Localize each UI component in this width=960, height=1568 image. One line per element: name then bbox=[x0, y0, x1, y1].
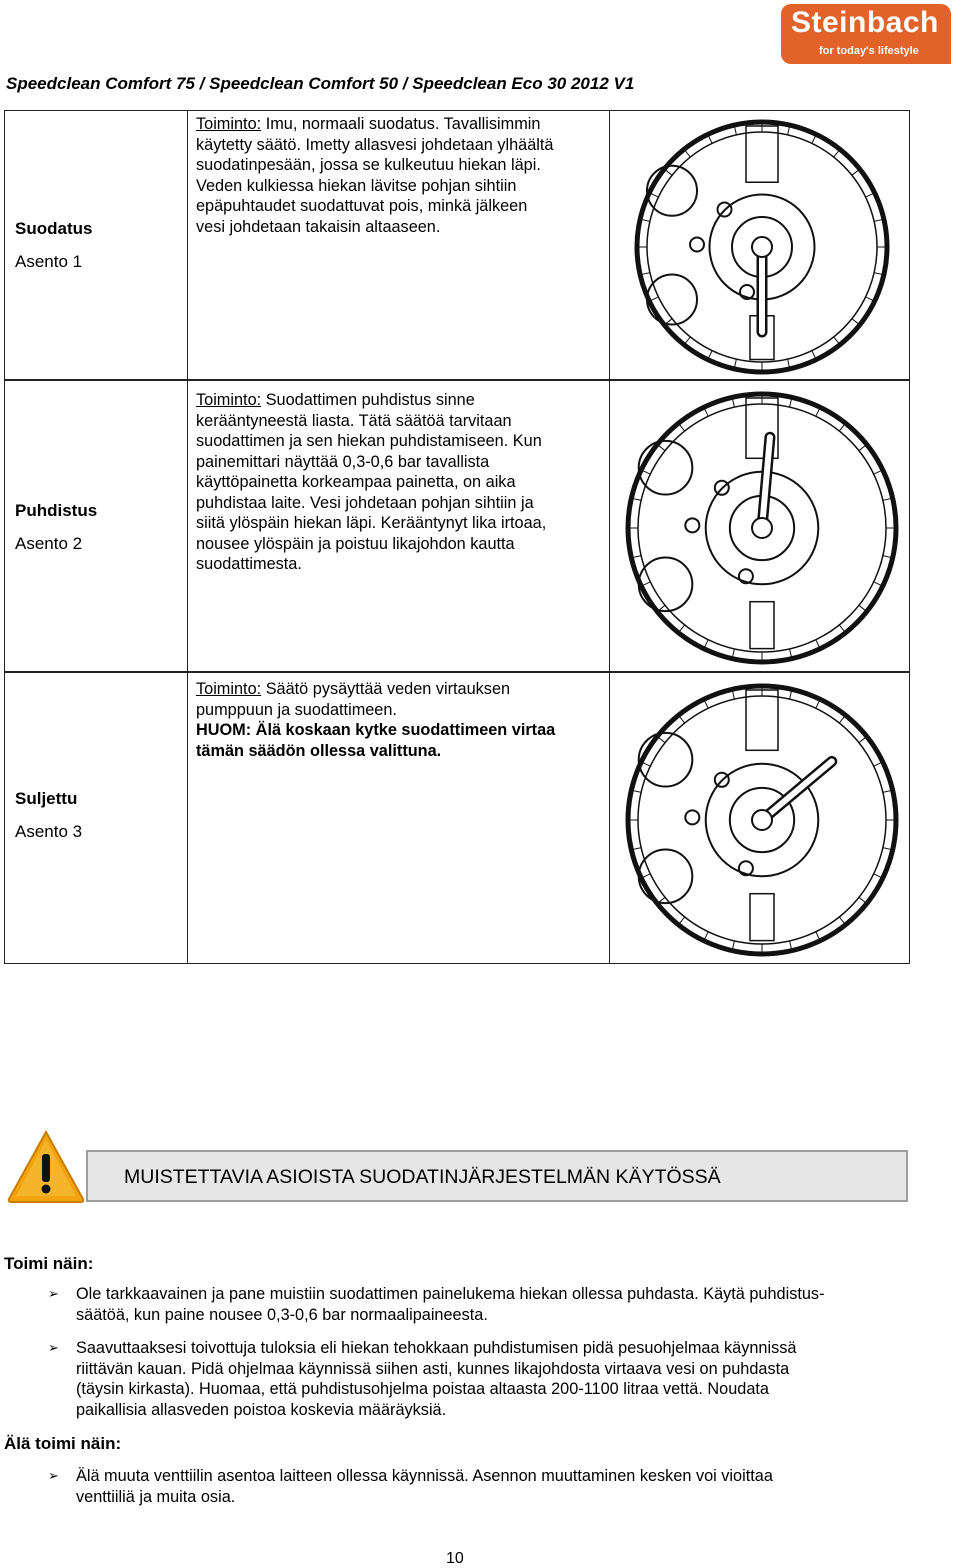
mode-description: Toiminto: Imu, normaali suodatus. Tavallisimmin käytetty säätö. Imetty allasvesi johdetaan ylhäältä suodatinpesään, jossa se kulkeutuu hiekan läpi. Veden kulkiessa hiekan lävitse pohjan sihtiin epäpuhtaudet suodattuvat pois, minkä jälkeen vesi johdetaan takaisin altaaseen. bbox=[196, 114, 596, 237]
warning-banner-text: MUISTETTAVIA ASIOISTA SUODATINJÄRJESTELMÄN KÄYTÖSSÄ bbox=[124, 1166, 721, 1188]
bullet-arrow-icon: ➢ bbox=[48, 1468, 59, 1483]
valve-ring-tick bbox=[852, 319, 860, 325]
valve-bottom-pipe bbox=[750, 602, 774, 649]
desc-line: kerääntyneestä liasta. Tätä säätöä tarvitaan bbox=[196, 411, 512, 430]
desc-line: Suodattimen puhdistus sinne bbox=[265, 391, 475, 409]
desc-line: suodattimesta. bbox=[196, 555, 302, 573]
valve-bolt bbox=[690, 238, 704, 252]
document-title: Speedclean Comfort 75 / Speedclean Comfort 50 / Speedclean Eco 30 2012 V1 bbox=[6, 74, 635, 93]
valve-top-pipe bbox=[746, 690, 778, 750]
valve-bottom-pipe bbox=[750, 894, 774, 941]
valve-ring-tick bbox=[859, 897, 867, 903]
valve-ring-tick bbox=[657, 736, 665, 742]
desc-line: painemittari näyttää 0,3-0,6 bar tavallista bbox=[196, 452, 490, 471]
desc-line: Veden kulkiessa hiekan lävitse pohjan sihtiin bbox=[196, 176, 517, 195]
mode-position: Asento 1 bbox=[15, 252, 83, 271]
valve-ring-tick bbox=[859, 444, 867, 450]
dont-item bbox=[76, 1466, 910, 1507]
valve-ring-tick bbox=[839, 423, 845, 431]
do-item-line: säätöä, kun paine nousee 0,3-0,6 bar normaalipaineesta. bbox=[76, 1305, 488, 1324]
desc-line: suodatinpesään, jossa se kulkeutuu hiekan läpi. bbox=[196, 156, 541, 174]
mode-name: Puhdistus bbox=[15, 501, 98, 520]
do-item-line: Saavuttaaksesi toivottuja tuloksia eli hiekan tehokkaan puhdistumisen pidä pesuohjelmaa käynnissä bbox=[76, 1339, 797, 1357]
desc-line: nousee ylöspäin ja poistuu likajohdon kautta bbox=[196, 534, 515, 553]
desc-line: siitä ylöspäin hiekan läpi. Kerääntynyt lika irtoaa, bbox=[196, 514, 547, 532]
valve-ring-tick bbox=[852, 169, 860, 175]
dont-item-line: Älä muuta venttiilin asentoa laitteen ollessa käynnissä. Asennon muuttaminen kesken voi vioittaa bbox=[76, 1467, 773, 1485]
desc-line: pumppuun ja suodattimeen. bbox=[196, 700, 397, 719]
desc-line: epäpuhtaudet suodattuvat pois, minkä jälkeen bbox=[196, 197, 528, 215]
desc-line: suodattimen ja sen hiekan puhdistamiseen. Kun bbox=[196, 432, 542, 450]
valve-ring-tick bbox=[664, 169, 672, 175]
valve-ring-tick bbox=[859, 605, 867, 611]
steinbach-logo bbox=[781, 4, 951, 64]
valve-diagram-position-1 bbox=[612, 112, 908, 378]
desc-line: puhdistaa laite. Vesi johdetaan pohjan sihtiin ja bbox=[196, 493, 534, 512]
valve-ring-tick bbox=[834, 149, 840, 157]
valve-side-port bbox=[647, 166, 697, 216]
valve-handle-pivot bbox=[752, 810, 772, 830]
desc-line: Imu, normaali suodatus. Tavallisimmin bbox=[265, 115, 541, 133]
valve-top-pipe bbox=[746, 126, 778, 182]
valve-ring-tick bbox=[678, 917, 684, 925]
valve-ring-tick bbox=[684, 337, 690, 345]
mode-position: Asento 3 bbox=[15, 822, 83, 841]
valve-ring-tick bbox=[678, 715, 684, 723]
warning-line: tämän säädön ollessa valittuna. bbox=[196, 741, 442, 760]
do-item-line: (täysin kirkasta). Huomaa, että puhdistusohjelma poistaa altaasta 200-1100 litraa vettä. Noudata bbox=[76, 1380, 769, 1398]
mode-name: Suodatus bbox=[15, 219, 93, 238]
logo-brand: Steinbach bbox=[791, 6, 939, 39]
valve-ring-tick bbox=[839, 917, 845, 925]
valve-diagram-position-3 bbox=[612, 676, 908, 960]
bullet-arrow-icon: ➢ bbox=[48, 1286, 59, 1301]
valve-ring-tick bbox=[834, 337, 840, 345]
warning-banner bbox=[86, 1150, 908, 1202]
valve-side-port bbox=[639, 849, 693, 903]
valve-ring-tick bbox=[678, 625, 684, 633]
valve-handle-pivot bbox=[752, 518, 772, 538]
mode-description: Toiminto: Suodattimen puhdistus sinne kerääntyneestä liasta. Tätä säätöä tarvitaan suodattimen ja sen hiekan puhdistamiseen. Kun painemittari näyttää 0,3-0,6 bar tavallista käyttöpainetta korkeampaa painetta, on aika puhdistaa laite. Vesi johdetaan pohjan sihtiin ja siitä ylöspäin hiekan läpi. Kerääntynyt lika irtoaa, nousee ylöspäin ja poistuu likajohdon kautta suodattimesta. bbox=[196, 390, 596, 575]
valve-bolt bbox=[685, 810, 699, 824]
do-item bbox=[76, 1284, 910, 1325]
do-item-line: Ole tarkkaavainen ja pane muistiin suodattimen painelukema hiekan ollessa puhdasta. Käytä puhdistus- bbox=[76, 1285, 825, 1303]
valve-diagram-position-2 bbox=[612, 384, 908, 668]
desc-line: Säätö pysäyttää veden virtauksen bbox=[265, 680, 511, 698]
valve-ring-tick bbox=[684, 149, 690, 157]
valve-ring-tick bbox=[657, 444, 665, 450]
do-item-line: paikallisia allasveden poistoa koskevia määräyksiä. bbox=[76, 1400, 447, 1419]
warning-icon bbox=[6, 1128, 86, 1204]
do-item bbox=[76, 1338, 910, 1420]
valve-side-port bbox=[639, 557, 693, 611]
desc-line: käyttöpainetta korkeampaa painetta, on aika bbox=[196, 473, 516, 491]
valve-ring-tick bbox=[839, 625, 845, 633]
valve-bolt bbox=[685, 518, 699, 532]
valve-side-port bbox=[647, 275, 697, 325]
do-heading: Toimi näin: bbox=[4, 1254, 94, 1273]
mode-position: Asento 2 bbox=[15, 534, 83, 553]
mode-name: Suljettu bbox=[15, 789, 78, 808]
mode-description: Toiminto: Säätö pysäyttää veden virtauksen pumppuun ja suodattimeen. HUOM: Älä koskaan kytke suodattimeen virtaa tämän säädön ollessa valittuna. bbox=[196, 679, 596, 761]
valve-ring-tick bbox=[678, 423, 684, 431]
dont-heading: Älä toimi näin: bbox=[4, 1434, 122, 1453]
bullet-arrow-icon: ➢ bbox=[48, 1340, 59, 1355]
page-number: 10 bbox=[446, 1550, 464, 1567]
valve-handle-pivot bbox=[752, 237, 772, 257]
do-item-line: riittävän kauan. Pidä ohjelmaa käynnissä siihen asti, kunnes likajohdosta virtaava vesi on puhdasta bbox=[76, 1359, 790, 1378]
valve-ring-tick bbox=[839, 715, 845, 723]
valve-ring-tick bbox=[859, 736, 867, 742]
desc-line: käytetty säätö. Imetty allasvesi johdetaan ylhäältä bbox=[196, 135, 554, 154]
logo-tagline: for today's lifestyle bbox=[819, 45, 919, 57]
warning-line: HUOM: Älä koskaan kytke suodattimeen virtaa bbox=[196, 721, 556, 739]
dont-item-line: venttiiliä ja muita osia. bbox=[76, 1487, 236, 1506]
desc-line: vesi johdetaan takaisin altaaseen. bbox=[196, 217, 441, 236]
